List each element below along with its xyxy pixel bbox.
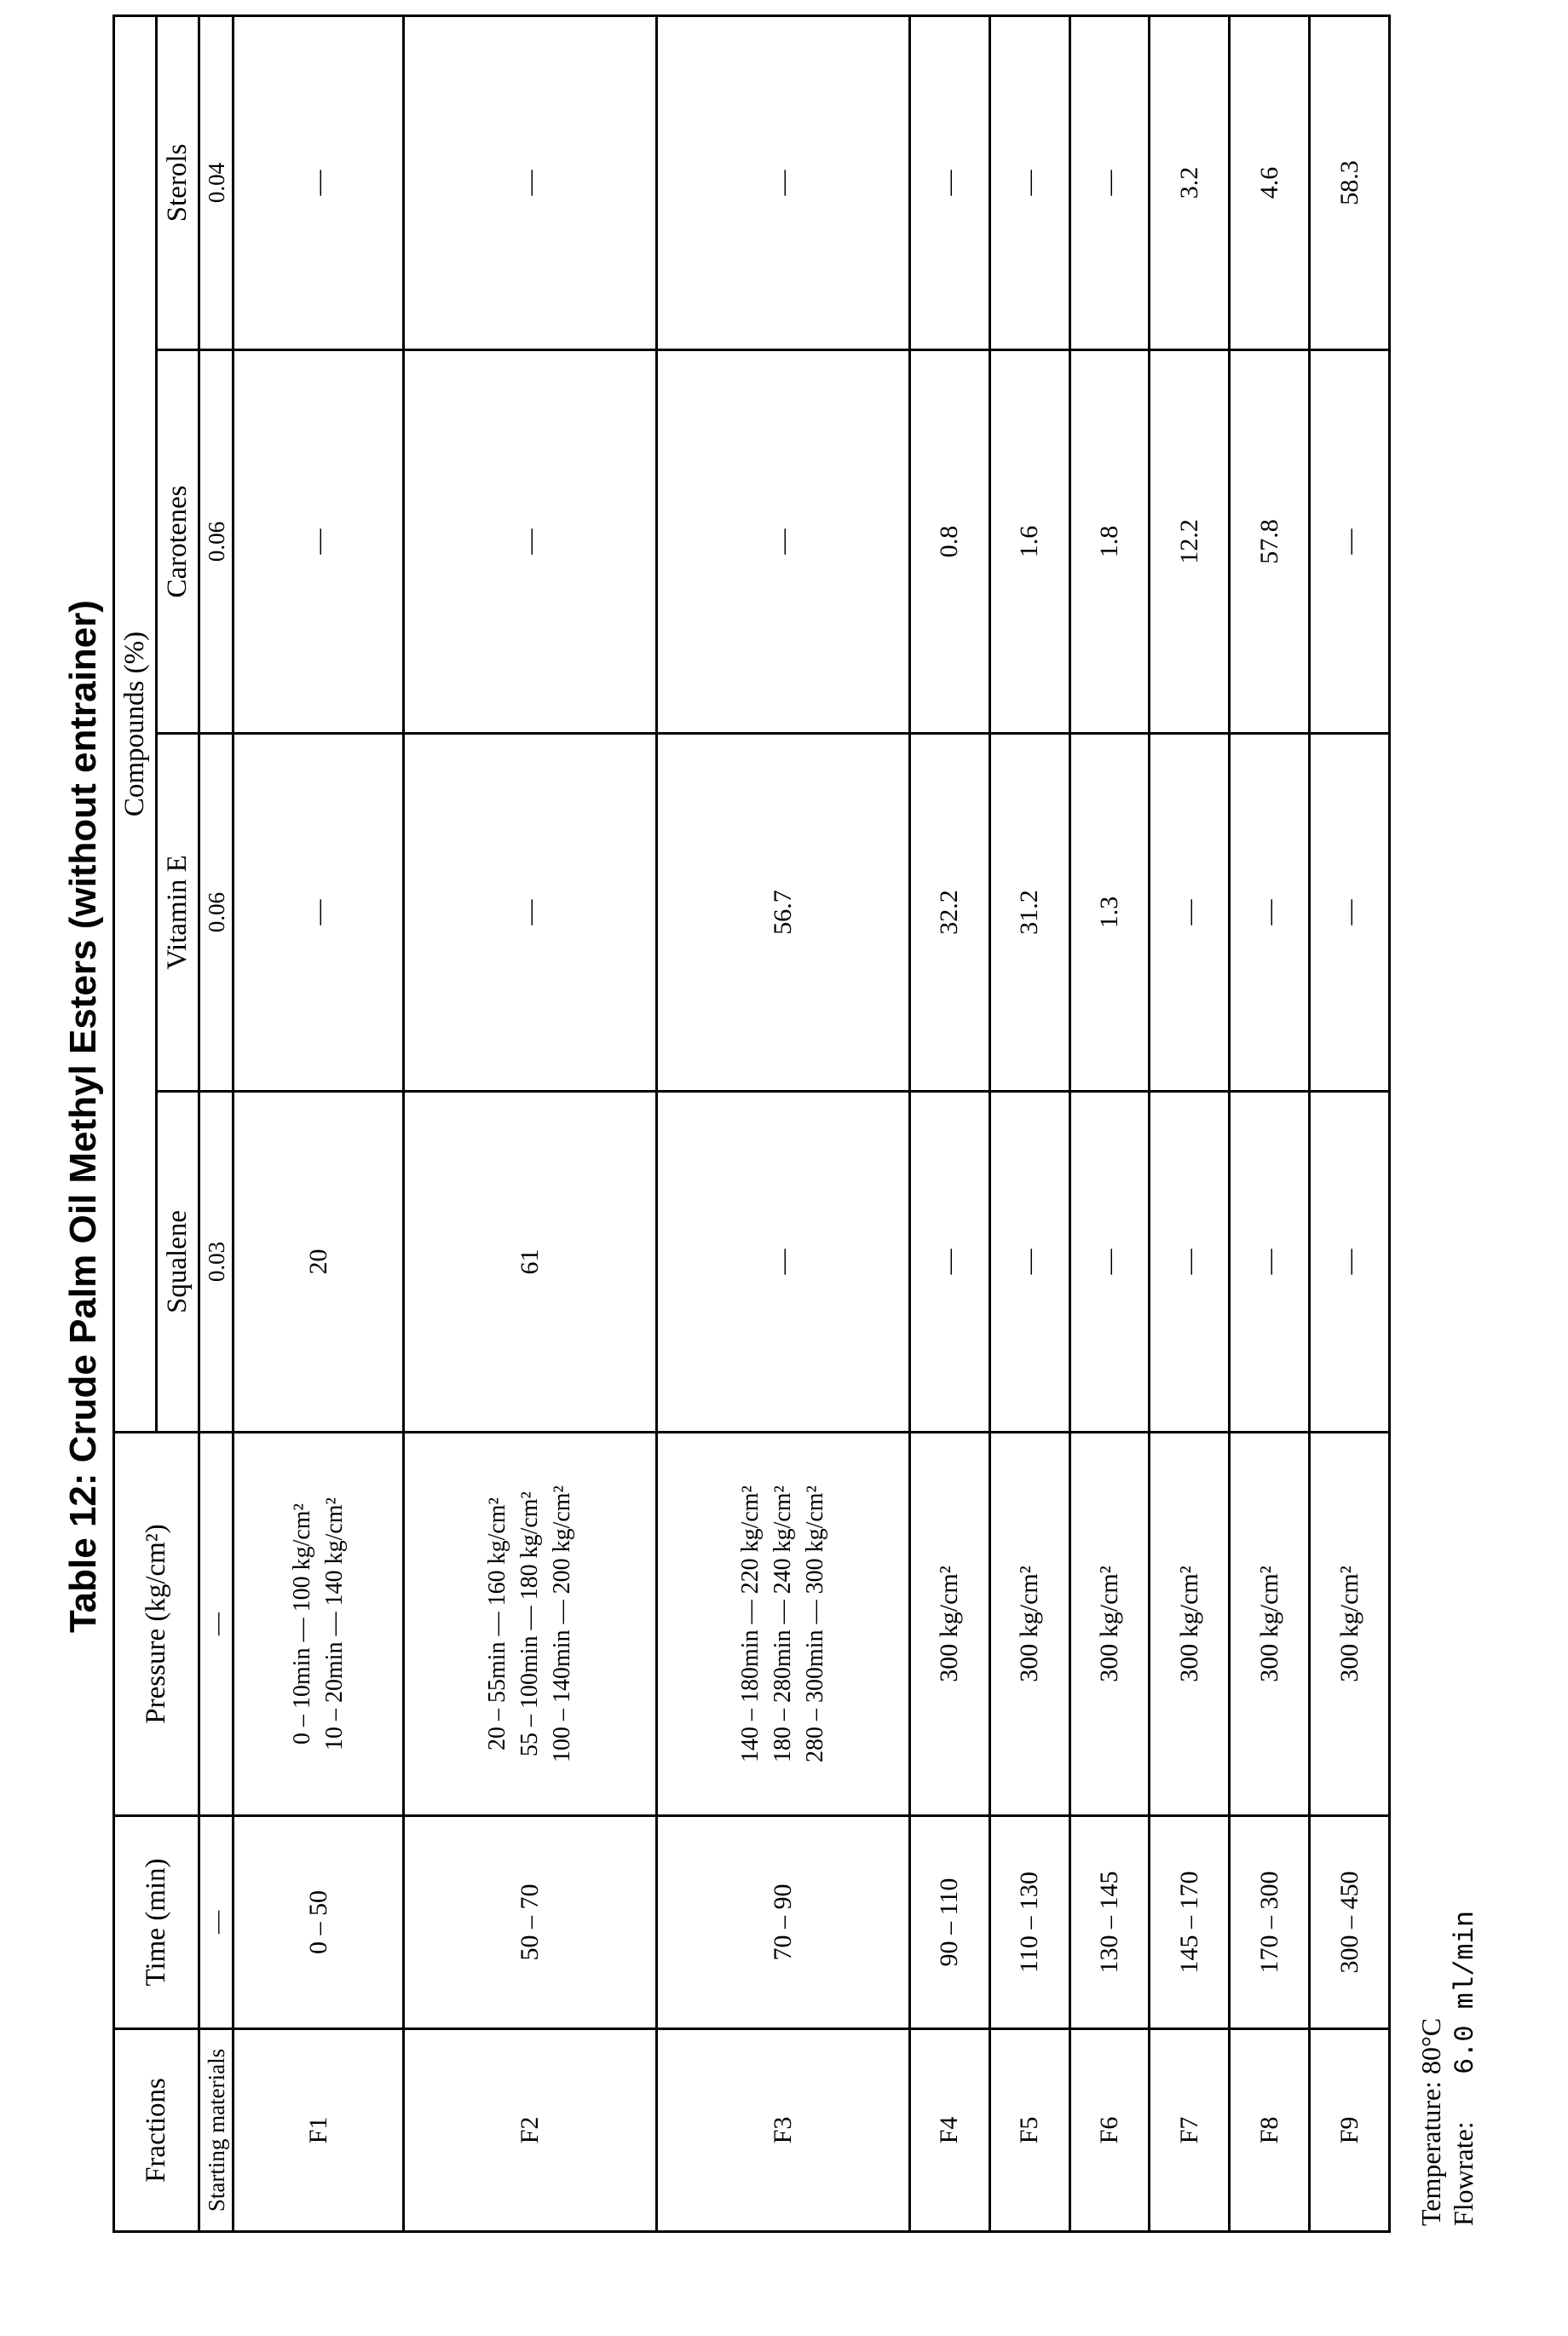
cell-vitamin-e: 0.06 <box>199 734 233 1092</box>
pressure-line: 300 kg/cm² <box>1174 1566 1203 1682</box>
cell-pressure <box>1069 1433 1150 1816</box>
cell-sterols: — <box>1069 16 1150 350</box>
cell-squalene: 20 <box>233 1092 404 1433</box>
cell-fraction: F7 <box>1150 2029 1230 2232</box>
cell-pressure <box>657 1433 910 1816</box>
cell-pressure <box>199 1433 233 1816</box>
header-compounds: Compounds (%) <box>114 16 157 1433</box>
cell-carotenes: — <box>657 350 910 734</box>
conditions-footer <box>1415 1715 1483 2226</box>
table-title: Table 12: Crude Palm Oil Methyl Esters (without entrainer) <box>62 600 104 1633</box>
cell-squalene: — <box>657 1092 910 1433</box>
cell-vitamin-e: — <box>404 734 657 1092</box>
table-row <box>909 16 989 2232</box>
cell-fraction: F1 <box>233 2029 404 2232</box>
cell-time: 50 – 70 <box>404 1816 657 2029</box>
cell-carotenes: 1.6 <box>989 350 1069 734</box>
cell-vitamin-e: — <box>233 734 404 1092</box>
cell-squalene: — <box>1150 1092 1230 1433</box>
temperature-value: 80°C <box>1415 2017 1446 2074</box>
cell-squalene: — <box>1230 1092 1310 1433</box>
pressure-line: 280 – 300min — 300 kg/cm² <box>802 1485 828 1762</box>
cell-carotenes: — <box>233 350 404 734</box>
flowrate-label: Flowrate: <box>1448 2121 1479 2226</box>
cell-time: 130 – 145 <box>1069 1816 1150 2029</box>
cell-fraction: F9 <box>1310 2029 1390 2232</box>
pressure-line: 0 – 10min — 100 kg/cm² <box>288 1503 315 1745</box>
cell-sterols: — <box>909 16 989 350</box>
cell-sterols: — <box>233 16 404 350</box>
temperature-line <box>1415 1715 1447 2226</box>
fractions-table <box>112 14 1391 2233</box>
pressure-line: 140 – 180min — 220 kg/cm² <box>737 1485 764 1762</box>
cell-sterols: 4.6 <box>1230 16 1310 350</box>
cell-fraction: F8 <box>1230 2029 1310 2232</box>
cell-sterols: — <box>404 16 657 350</box>
header-carotenes: Carotenes <box>157 350 199 734</box>
header-sterols: Sterols <box>157 16 199 350</box>
header-vitamin-e: Vitamin E <box>157 734 199 1092</box>
cell-fraction: Starting materials <box>199 2029 233 2232</box>
table-row <box>657 16 910 2232</box>
cell-time: 145 – 170 <box>1150 1816 1230 2029</box>
cell-time: 70 – 90 <box>657 1816 910 2029</box>
cell-sterols: 3.2 <box>1150 16 1230 350</box>
table-body <box>199 16 1390 2232</box>
cell-sterols: — <box>657 16 910 350</box>
cell-carotenes: 1.8 <box>1069 350 1150 734</box>
cell-squalene: — <box>1069 1092 1150 1433</box>
cell-carotenes: — <box>404 350 657 734</box>
pressure-line: — <box>203 1612 229 1635</box>
temperature-label: Temperature: <box>1415 2080 1446 2226</box>
pressure-line: 300 kg/cm² <box>1335 1566 1363 1682</box>
table-row <box>1150 16 1230 2232</box>
cell-pressure <box>1150 1433 1230 1816</box>
cell-squalene: — <box>989 1092 1069 1433</box>
header-time: Time (min) <box>114 1816 199 2029</box>
table-row <box>233 16 404 2232</box>
cell-carotenes: 12.2 <box>1150 350 1230 734</box>
cell-pressure <box>989 1433 1069 1816</box>
pressure-line: 180 – 280min — 240 kg/cm² <box>770 1485 796 1762</box>
cell-pressure <box>909 1433 989 1816</box>
data-table-container <box>112 17 1391 2233</box>
cell-vitamin-e: 1.3 <box>1069 734 1150 1092</box>
pressure-line: 300 kg/cm² <box>1254 1566 1283 1682</box>
table-row <box>1230 16 1310 2232</box>
cell-carotenes: 57.8 <box>1230 350 1310 734</box>
cell-fraction: F2 <box>404 2029 657 2232</box>
cell-pressure <box>404 1433 657 1816</box>
pressure-line: 20 – 55min — 160 kg/cm² <box>484 1497 511 1751</box>
cell-vitamin-e: 56.7 <box>657 734 910 1092</box>
pressure-line: 300 kg/cm² <box>1094 1566 1123 1682</box>
cell-time: 300 – 450 <box>1310 1816 1390 2029</box>
cell-pressure <box>233 1433 404 1816</box>
cell-vitamin-e: — <box>1310 734 1390 1092</box>
flowrate-value: 6.0 ml/min <box>1450 1910 1481 2074</box>
header-pressure: Pressure (kg/cm²) <box>114 1433 199 1816</box>
cell-carotenes: 0.06 <box>199 350 233 734</box>
header-squalene: Squalene <box>157 1092 199 1433</box>
flowrate-line <box>1447 1715 1482 2226</box>
cell-squalene: — <box>909 1092 989 1433</box>
cell-sterols: — <box>989 16 1069 350</box>
cell-fraction: F3 <box>657 2029 910 2232</box>
cell-squalene: 0.03 <box>199 1092 233 1433</box>
cell-sterols: 58.3 <box>1310 16 1390 350</box>
table-row <box>1069 16 1150 2232</box>
cell-fraction: F6 <box>1069 2029 1150 2232</box>
cell-vitamin-e: 31.2 <box>989 734 1069 1092</box>
cell-sterols: 0.04 <box>199 16 233 350</box>
header-fractions: Fractions <box>114 2029 199 2232</box>
cell-time: 0 – 50 <box>233 1816 404 2029</box>
cell-squalene: 61 <box>404 1092 657 1433</box>
pressure-line: 10 – 20min — 140 kg/cm² <box>320 1497 348 1751</box>
cell-carotenes: — <box>1310 350 1390 734</box>
cell-carotenes: 0.8 <box>909 350 989 734</box>
cell-time: 90 – 110 <box>909 1816 989 2029</box>
cell-vitamin-e: — <box>1150 734 1230 1092</box>
cell-time: — <box>199 1816 233 2029</box>
pressure-line: 300 kg/cm² <box>1015 1566 1044 1682</box>
cell-vitamin-e: — <box>1230 734 1310 1092</box>
cell-time: 110 – 130 <box>989 1816 1069 2029</box>
cell-squalene: — <box>1310 1092 1390 1433</box>
table-row <box>199 16 233 2232</box>
cell-fraction: F4 <box>909 2029 989 2232</box>
table-row <box>1310 16 1390 2232</box>
cell-pressure <box>1230 1433 1310 1816</box>
pressure-line: 300 kg/cm² <box>935 1566 964 1682</box>
pressure-line: 55 – 100min — 180 kg/cm² <box>516 1491 544 1756</box>
cell-fraction: F5 <box>989 2029 1069 2232</box>
table-row <box>989 16 1069 2232</box>
cell-vitamin-e: 32.2 <box>909 734 989 1092</box>
cell-time: 170 – 300 <box>1230 1816 1310 2029</box>
table-row <box>404 16 657 2232</box>
cell-pressure <box>1310 1433 1390 1816</box>
pressure-line: 100 – 140min — 200 kg/cm² <box>549 1485 576 1762</box>
